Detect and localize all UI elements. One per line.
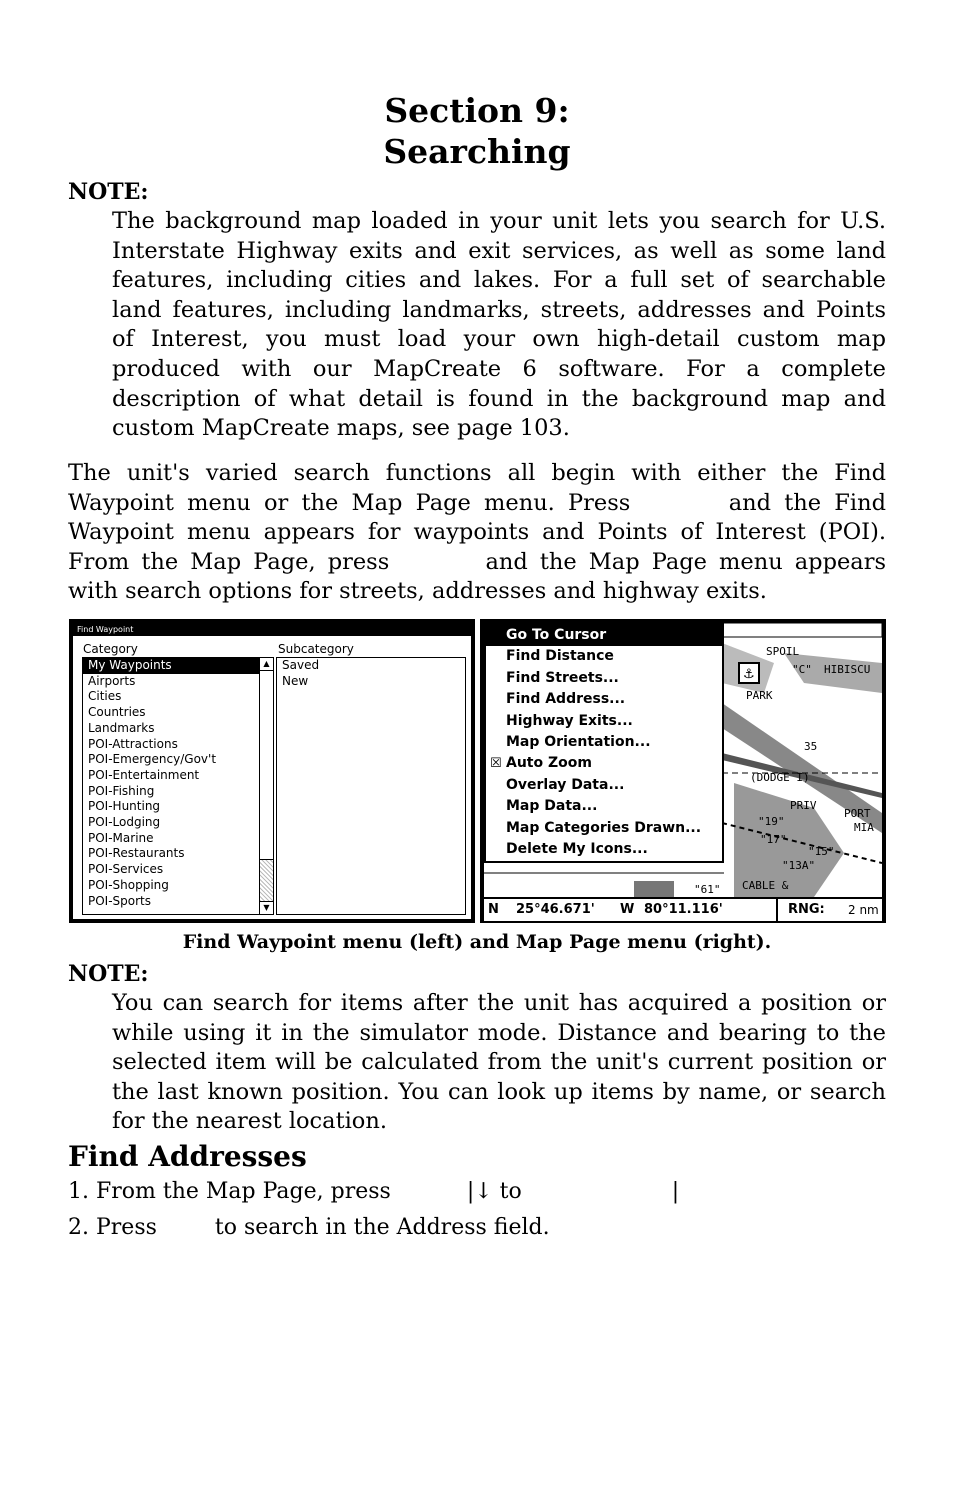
- checkbox-icon[interactable]: ☒: [490, 756, 502, 772]
- menu-item-label: Find Distance: [506, 648, 614, 665]
- intro-part-3: and the Map Page menu appears with search options for streets, addresses and highway exits.: [68, 548, 887, 605]
- category-item[interactable]: POI-Fishing: [88, 783, 155, 798]
- category-item[interactable]: POI-Emergency/Gov't: [88, 752, 217, 767]
- menu-item[interactable]: [486, 796, 722, 817]
- category-list[interactable]: [82, 657, 274, 915]
- map-label-port: PORT: [844, 807, 871, 820]
- category-item[interactable]: Airports: [88, 673, 136, 688]
- menu-item-label: Map Orientation...: [506, 733, 651, 750]
- category-header: Category: [83, 642, 138, 656]
- figure-caption: Find Waypoint menu (left) and Map Page menu (right).: [182, 931, 772, 953]
- scroll-up-icon[interactable]: ▲: [260, 658, 273, 671]
- scroll-thumb[interactable]: [260, 671, 273, 860]
- menu-item[interactable]: [486, 818, 722, 839]
- map-label-cable: CABLE &: [742, 879, 789, 892]
- category-item[interactable]: Cities: [88, 689, 122, 704]
- note-text-2: You can search for items after the unit has acquired a position or while using it in the simulator mode. Distance and bearing to the selected item will be calculated from the unit's current position or the last known position. You can look up items by name, or search for the nearest location.: [112, 990, 886, 1135]
- map-view[interactable]: [484, 623, 882, 897]
- category-item[interactable]: POI-Hunting: [88, 799, 161, 814]
- category-item[interactable]: My Waypoints: [83, 658, 259, 674]
- note-text: The background map loaded in your unit lets you search for U.S. Interstate Highway exits and exit services, as well as some land features, including cities and lakes. For a full set of searchable land features, including landmarks, streets, addresses and Points of Interest, you must load your own high-detail custom map produced with our MapCreate 6 software. For a complete description of what detail is found in the background map and custom MapCreate maps, see page 103.: [112, 208, 886, 442]
- step-2: [68, 1215, 550, 1240]
- status-west: W: [620, 902, 635, 917]
- menu-item-label: Map Data...: [506, 798, 598, 815]
- map-label-c: "C": [792, 663, 812, 676]
- menu-item[interactable]: [486, 625, 722, 646]
- map-label-13a: "13A": [782, 859, 816, 872]
- subcategory-item[interactable]: Saved: [282, 658, 320, 672]
- menu-item-label: Delete My Icons...: [506, 840, 648, 857]
- menu-item[interactable]: [486, 711, 722, 732]
- map-label-park: PARK: [746, 689, 773, 702]
- menu-item-label: Find Streets...: [506, 669, 619, 686]
- menu-item-label: Map Categories Drawn...: [506, 819, 702, 836]
- scroll-down-icon[interactable]: ▼: [260, 901, 273, 914]
- menu-item-label: Find Address...: [506, 691, 626, 708]
- menu-item[interactable]: [486, 753, 722, 774]
- step-2-text-b: to search in the Address field.: [214, 1215, 550, 1240]
- map-label-priv: PRIV: [790, 799, 817, 812]
- intro-part-1: The unit's varied search functions all begin with either the Find Waypoint menu or the Map Page menu. Press: [68, 460, 886, 516]
- intro-paragraph: [68, 459, 886, 607]
- map-label-mia: MIA: [854, 821, 874, 834]
- category-scrollbar[interactable]: [259, 658, 273, 914]
- status-longitude: 80°11.116': [644, 902, 723, 917]
- map-label-17: "17": [760, 833, 787, 846]
- menu-item[interactable]: [486, 668, 722, 689]
- category-item[interactable]: POI-Restaurants: [88, 846, 185, 861]
- category-item[interactable]: POI-Services: [88, 862, 164, 877]
- map-page-menu[interactable]: [484, 623, 724, 863]
- category-item[interactable]: Countries: [88, 705, 146, 720]
- menu-item-label: Overlay Data...: [506, 776, 625, 793]
- category-item[interactable]: POI-Shopping: [88, 877, 169, 892]
- step-1-text-c: |: [671, 1179, 680, 1204]
- map-label-spoil: SPOIL: [766, 645, 800, 658]
- step-1-text-a: 1. From the Map Page, press: [68, 1179, 391, 1204]
- status-range-value: 2 nm: [848, 903, 879, 917]
- status-bar: [484, 897, 882, 921]
- category-item[interactable]: POI-Sports: [88, 893, 152, 908]
- map-label-hibiscus: HIBISCU: [824, 663, 871, 676]
- category-item[interactable]: POI-Lodging: [88, 815, 161, 830]
- status-north: N: [488, 902, 499, 917]
- step-2-text-a: 2. Press: [68, 1215, 157, 1240]
- menu-item-label: Highway Exits...: [506, 712, 633, 729]
- svg-text:⚓: ⚓: [743, 667, 755, 682]
- note-label-2: NOTE:: [68, 961, 149, 987]
- subcategory-header: Subcategory: [278, 642, 354, 656]
- map-label-15: "15": [808, 845, 835, 858]
- menu-item[interactable]: [486, 775, 722, 796]
- find-waypoint-title: Find Waypoint: [73, 623, 471, 636]
- category-item[interactable]: POI-Attractions: [88, 736, 178, 751]
- menu-item-label: Auto Zoom: [506, 755, 592, 772]
- find-addresses-heading: Find Addresses: [68, 1140, 307, 1173]
- intro-part-2: and the Find Waypoint menu appears for waypoints and Points of Interest (POI). From the Map Page, press: [68, 489, 887, 575]
- subcategory-item[interactable]: New: [282, 673, 309, 688]
- map-label-19: "19": [758, 815, 785, 828]
- menu-item-label: Go To Cursor: [506, 627, 607, 643]
- section-title: Searching: [383, 132, 571, 171]
- menu-item[interactable]: [486, 689, 722, 710]
- map-label-dodge: (DODGE I): [750, 771, 810, 784]
- status-range-label: RNG:: [788, 902, 825, 917]
- menu-item[interactable]: [486, 732, 722, 753]
- step-1-text-b: |↓ to: [466, 1179, 522, 1204]
- status-latitude: 25°46.671': [516, 902, 595, 917]
- category-item[interactable]: POI-Marine: [88, 830, 154, 845]
- menu-item[interactable]: [486, 839, 722, 860]
- step-1: [68, 1179, 679, 1204]
- map-page-screenshot: [480, 619, 886, 923]
- note-label: NOTE:: [68, 179, 149, 205]
- find-waypoint-screenshot: [69, 619, 475, 923]
- map-label-35: 35: [804, 740, 818, 753]
- category-item[interactable]: POI-Entertainment: [88, 767, 200, 782]
- subcategory-list[interactable]: [276, 657, 466, 915]
- category-item[interactable]: Landmarks: [88, 720, 155, 735]
- map-label-61: "61": [694, 883, 721, 896]
- menu-item[interactable]: [486, 646, 722, 667]
- section-number: Section 9:: [384, 91, 570, 130]
